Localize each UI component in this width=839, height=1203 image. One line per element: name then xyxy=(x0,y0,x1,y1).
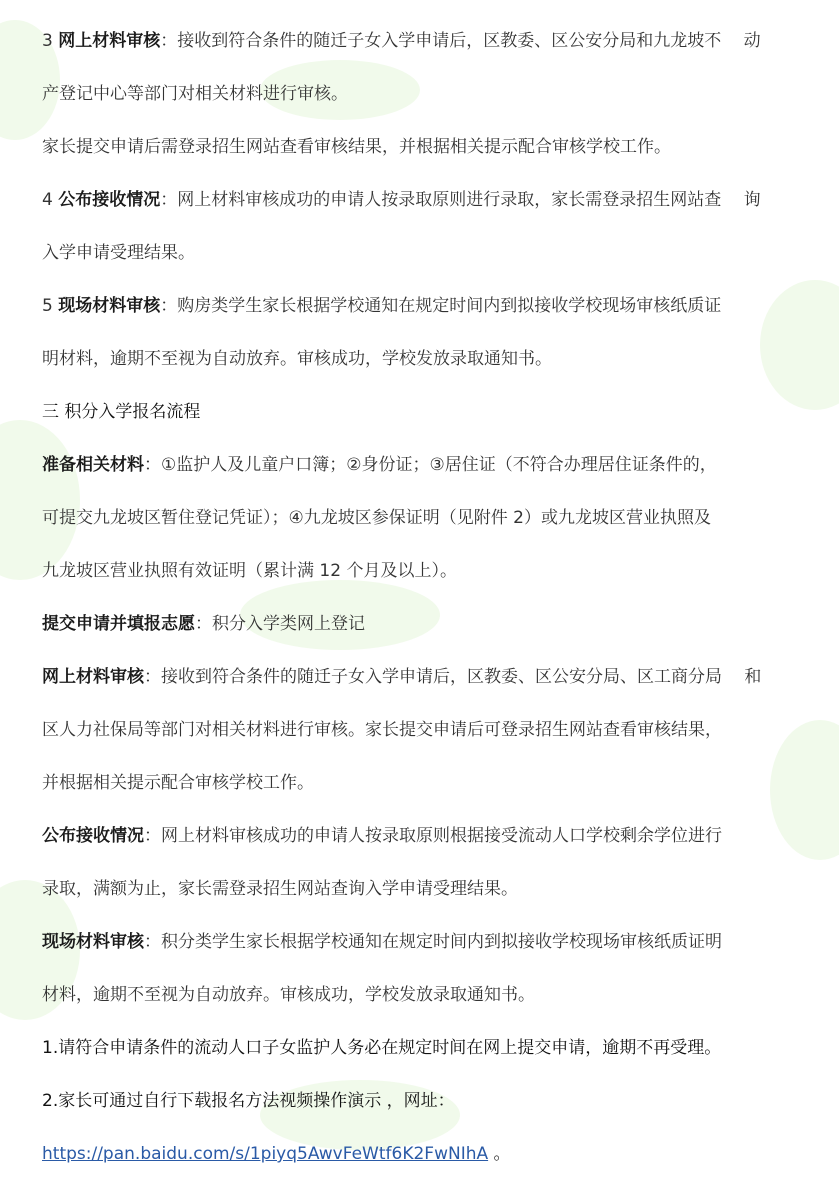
line-text: ：网上材料审核成功的申请人按录取原则进行录取，家长需登录招生网站查 询 xyxy=(160,190,761,210)
paragraph-line xyxy=(42,136,671,158)
paragraph-line xyxy=(42,772,314,794)
line-text: ：积分类学生家长根据学校通知在规定时间内到拟接收学校现场审核纸质证明 xyxy=(144,932,722,952)
line-text: 。 xyxy=(488,1144,511,1164)
line-text: 并根据相关提示配合审核学校工作。 xyxy=(42,773,314,793)
line-label: 现场材料审核 xyxy=(42,932,144,952)
line-number: 4 xyxy=(42,190,59,210)
section-heading xyxy=(42,401,200,423)
notice-line xyxy=(42,1037,721,1059)
paragraph-line xyxy=(42,984,535,1006)
paragraph-line xyxy=(42,30,761,52)
line-text: 区人力社保局等部门对相关材料进行审核。家长提交申请后可登录招生网站查看审核结果， xyxy=(42,720,722,740)
line-text: 三 积分入学报名流程 xyxy=(42,402,201,422)
line-text: ：①监护人及儿童户口簿；②身份证；③居住证（不符合办理居住证条件的， xyxy=(144,455,717,475)
link-line xyxy=(42,1143,511,1165)
paragraph-line xyxy=(42,507,711,529)
line-text: 入学申请受理结果。 xyxy=(42,243,195,263)
line-label: 网上材料审核 xyxy=(58,31,161,51)
line-label: 现场材料审核 xyxy=(58,296,161,316)
line-text: 产登记中心等部门对相关材料进行审核。 xyxy=(42,84,348,104)
line-number: 5 xyxy=(42,296,59,316)
notice-line xyxy=(42,1090,455,1112)
line-text: ：网上材料审核成功的申请人按录取原则根据接受流动人口学校剩余学位进行 xyxy=(144,826,722,846)
line-number: 3 xyxy=(42,31,59,51)
line-text: 九龙坡区营业执照有效证明（累计满 12 个月及以上）。 xyxy=(42,561,457,581)
line-text: ：购房类学生家长根据学校通知在规定时间内到拟接收学校现场审核纸质证 xyxy=(160,296,722,316)
paragraph-line xyxy=(42,666,761,688)
paragraph-line xyxy=(42,189,761,211)
line-text: 2.家长可通过自行下载报名方法视频操作演示 ，网址： xyxy=(42,1091,455,1111)
line-label: 准备相关材料 xyxy=(42,455,144,475)
line-label: 公布接收情况 xyxy=(42,826,144,846)
paragraph-line xyxy=(42,825,722,847)
line-text: 材料，逾期不至视为自动放弃。审核成功，学校发放录取通知书。 xyxy=(42,985,535,1005)
line-text: 录取，满额为止，家长需登录招生网站查询入学申请受理结果。 xyxy=(42,879,518,899)
line-text: ：接收到符合条件的随迁子女入学申请后，区教委、区公安分局、区工商分局 和 xyxy=(144,667,762,687)
line-text: 1.请符合申请条件的流动人口子女监护人务必在规定时间在网上提交申请，逾期不再受理。 xyxy=(42,1038,722,1058)
paragraph-line xyxy=(42,613,365,635)
line-label: 网上材料审核 xyxy=(42,667,144,687)
line-text: 家长提交申请后需登录招生网站查看审核结果，并根据相关提示配合审核学校工作。 xyxy=(42,137,671,157)
paragraph-line xyxy=(42,560,457,582)
download-link[interactable]: https://pan.baidu.com/s/1piyq5AwvFeWtf6K2FwNIhA xyxy=(42,1144,489,1164)
paragraph-line xyxy=(42,719,722,741)
line-text: 明材料，逾期不至视为自动放弃。审核成功，学校发放录取通知书。 xyxy=(42,349,552,369)
paragraph-line xyxy=(42,83,348,105)
paragraph-line xyxy=(42,348,552,370)
line-text: ：接收到符合条件的随迁子女入学申请后，区教委、区公安分局和九龙坡不 动 xyxy=(160,31,761,51)
paragraph-line xyxy=(42,931,722,953)
paragraph-line xyxy=(42,242,195,264)
paragraph-line xyxy=(42,454,717,476)
line-label: 提交申请并填报志愿 xyxy=(42,614,195,634)
line-label: 公布接收情况 xyxy=(58,190,161,210)
paragraph-line xyxy=(42,878,518,900)
line-text: ：积分入学类网上登记 xyxy=(195,614,365,634)
line-text: 可提交九龙坡区暂住登记凭证）；④九龙坡区参保证明（见附件 2）或九龙坡区营业执照及 xyxy=(42,508,711,528)
paragraph-line xyxy=(42,295,721,317)
